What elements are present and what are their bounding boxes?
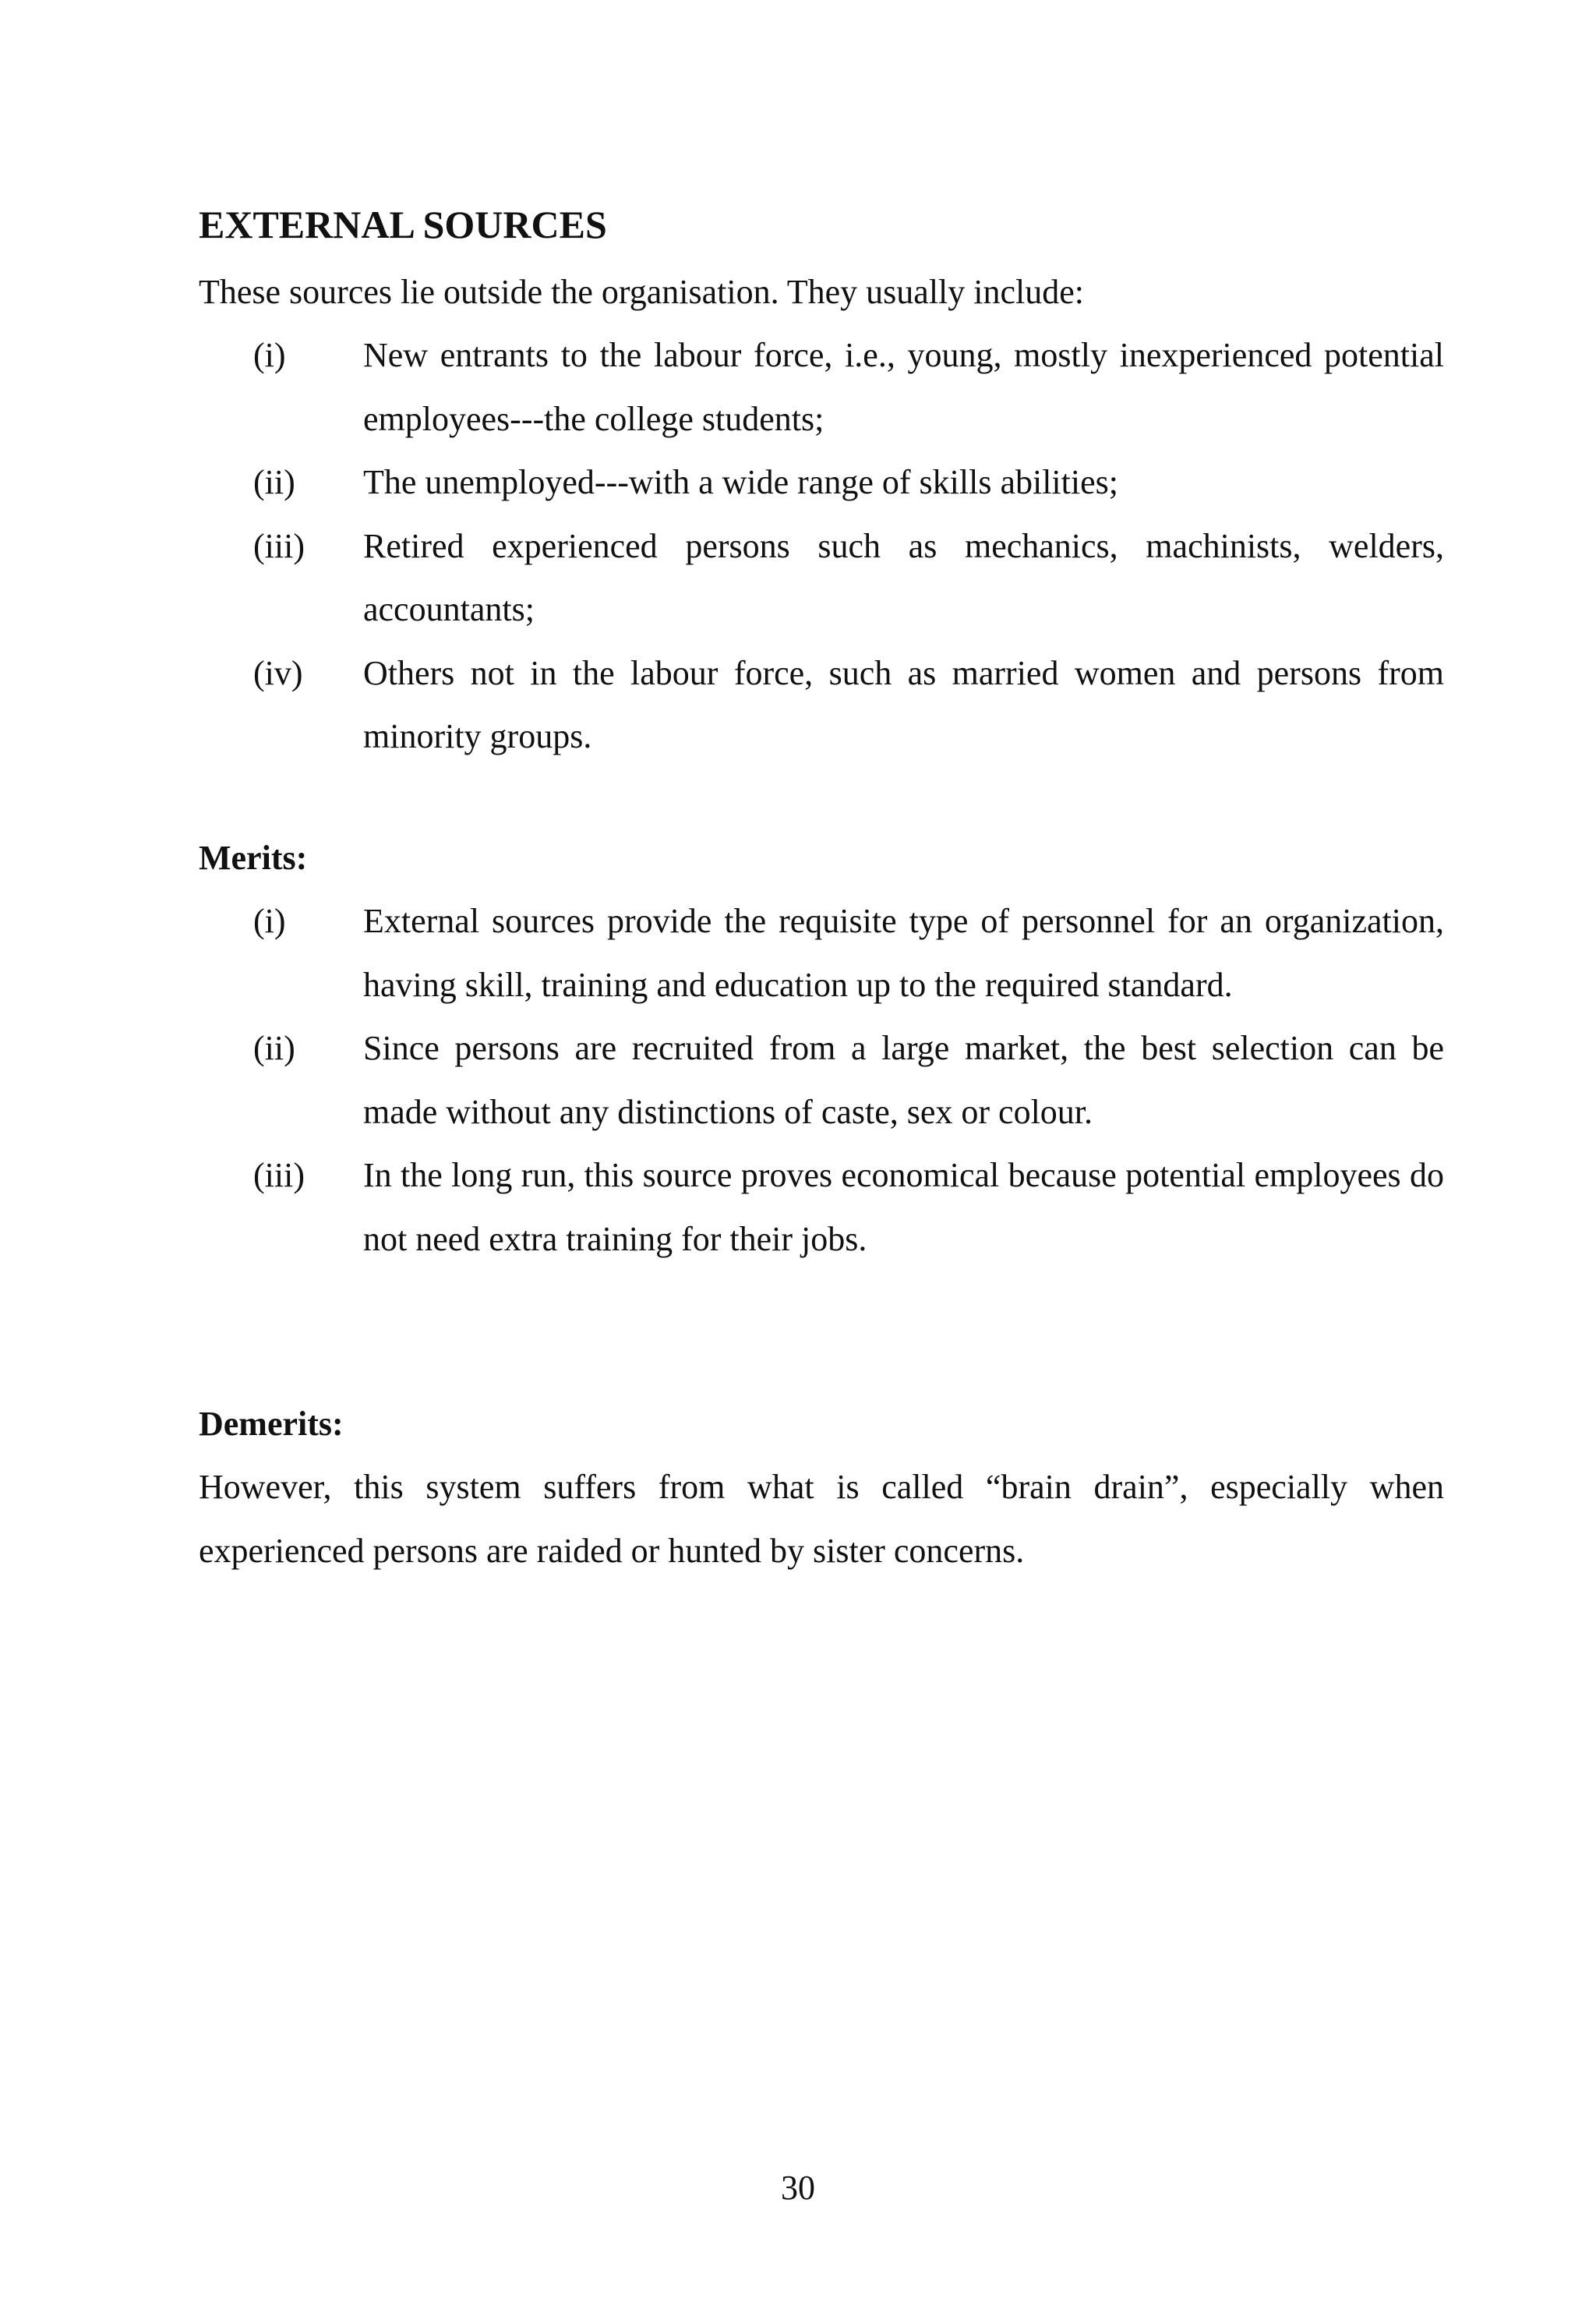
merits-list <box>199 889 1444 1271</box>
list-item-text: Others not in the labour force, such as married women and persons from minority groups. <box>363 653 1444 755</box>
list-number: (i) <box>253 902 286 940</box>
list-number: (i) <box>253 336 286 374</box>
list-number: (iii) <box>253 526 305 565</box>
demerits-heading: Demerits: <box>199 1405 344 1443</box>
list-item-text: In the long run, this source proves economical because potential employees do not need extra training for their jobs. <box>363 1156 1444 1258</box>
list-number: (ii) <box>253 1029 295 1067</box>
merits-heading: Merits: <box>199 839 308 877</box>
merit-item <box>199 889 1444 1016</box>
list-number: (iii) <box>253 1156 305 1194</box>
page-number: 30 <box>781 2169 815 2207</box>
merit-item <box>199 1016 1444 1144</box>
source-item <box>199 323 1444 451</box>
source-item <box>199 451 1444 514</box>
list-number: (ii) <box>253 463 295 501</box>
list-item-text: Retired experienced persons such as mechanics, machinists, welders, accountants; <box>363 526 1444 628</box>
section-heading: EXTERNAL SOURCES <box>199 203 607 246</box>
list-item-text: External sources provide the requisite type of personnel for an organization, having skill, training and education up to the required standard. <box>363 902 1444 1004</box>
source-item <box>199 514 1444 642</box>
intro-paragraph: These sources lie outside the organisation. They usually include: <box>199 273 1085 311</box>
list-item-text: New entrants to the labour force, i.e., young, mostly inexperienced potential employees---the college students; <box>363 336 1444 438</box>
list-item-text: The unemployed---with a wide range of skills abilities; <box>363 463 1118 501</box>
list-item-text: Since persons are recruited from a large market, the best selection can be made without any distinctions of caste, sex or colour. <box>363 1029 1444 1131</box>
sources-list <box>199 323 1444 769</box>
demerits-paragraph: However, this system suffers from what is called “brain drain”, especially when experienced persons are raided or hunted by sister concerns. <box>199 1468 1444 1570</box>
source-item <box>199 642 1444 769</box>
list-number: (iv) <box>253 653 303 692</box>
merit-item <box>199 1144 1444 1271</box>
